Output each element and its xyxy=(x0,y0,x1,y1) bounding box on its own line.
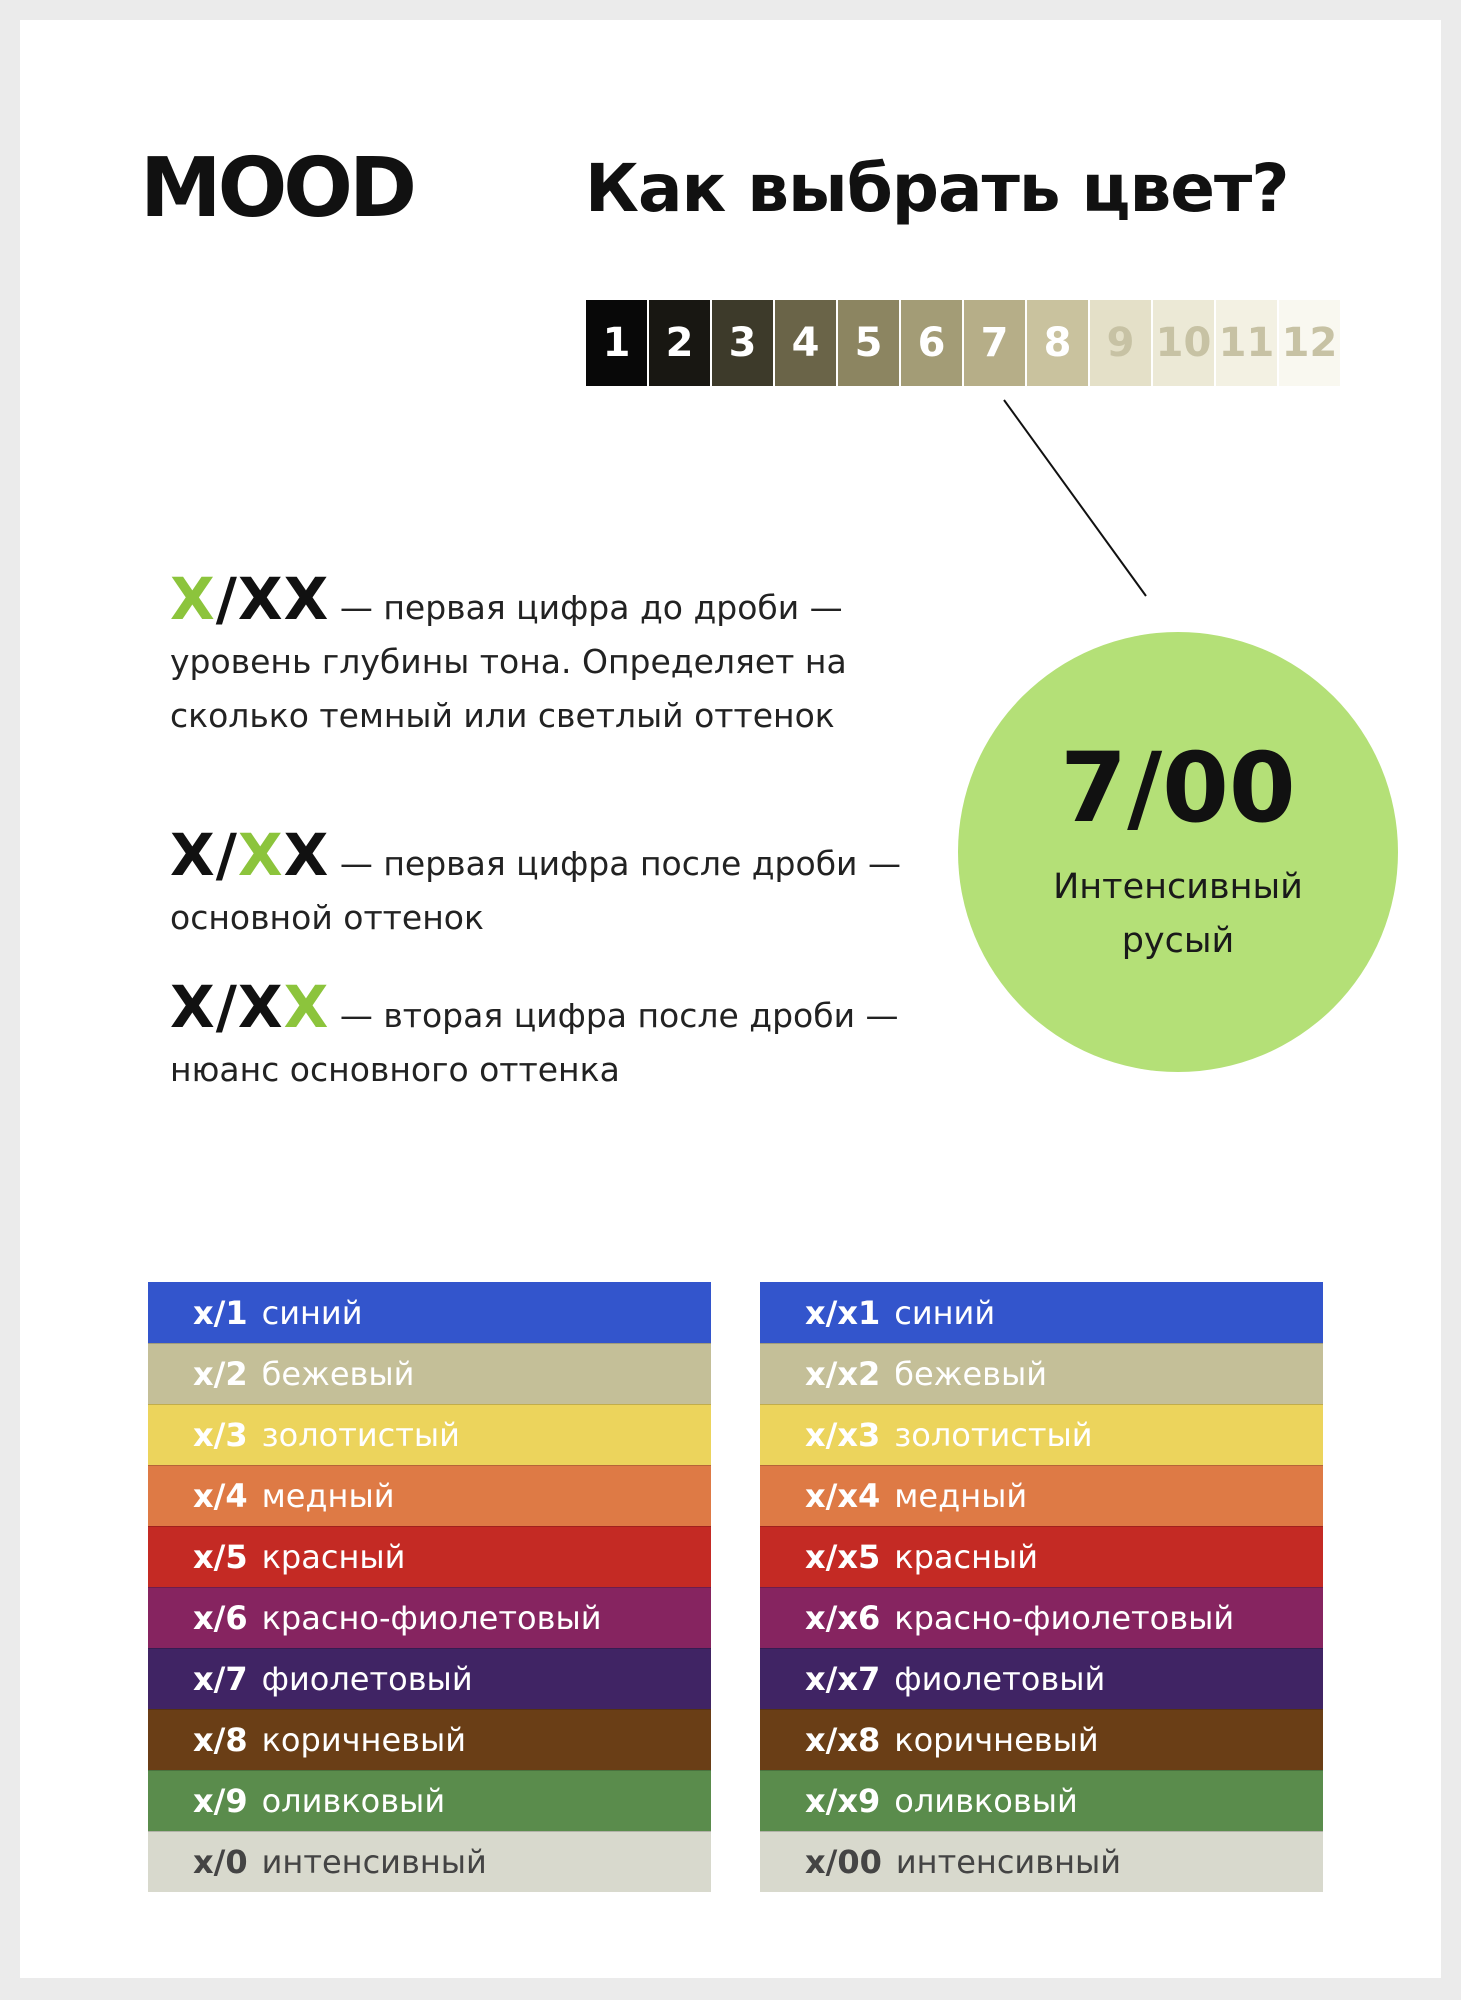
brand-logo: MOOD xyxy=(140,141,414,236)
example-badge xyxy=(958,632,1398,1072)
level-cell-8: 8 xyxy=(1027,300,1088,386)
shade-name: медный xyxy=(261,1477,395,1515)
shade-code: x/x2 xyxy=(805,1355,881,1393)
shade-code: x/x7 xyxy=(805,1660,881,1698)
shade-name: коричневый xyxy=(894,1721,1099,1759)
badge-code: 7/00 xyxy=(1060,732,1296,844)
table-row xyxy=(760,1770,1323,1831)
shade-code: x/7 xyxy=(193,1660,248,1698)
table-row xyxy=(760,1831,1323,1892)
shade-code: x/x4 xyxy=(805,1477,881,1515)
code-level: X/XX xyxy=(170,565,330,633)
shade-code: x/6 xyxy=(193,1599,248,1637)
tone-level-scale xyxy=(586,300,1342,386)
shade-name: медный xyxy=(894,1477,1028,1515)
shade-code: x/3 xyxy=(193,1416,248,1454)
table-row xyxy=(148,1404,711,1465)
shade-name: красно-фиолетовый xyxy=(894,1599,1235,1637)
shade-name: фиолетовый xyxy=(261,1660,473,1698)
shade-name: интенсивный xyxy=(261,1843,487,1881)
level-cell-1: 1 xyxy=(586,300,647,386)
table-row xyxy=(148,1343,711,1404)
code-nuance: X/XX xyxy=(170,973,330,1041)
shade-name: красный xyxy=(894,1538,1039,1576)
shade-code: x/8 xyxy=(193,1721,248,1759)
shade-code: x/x5 xyxy=(805,1538,881,1576)
badge-name: Интенсивный русый xyxy=(1053,867,1303,961)
level-cell-3: 3 xyxy=(712,300,773,386)
level-cell-6: 6 xyxy=(901,300,962,386)
shade-code: x/4 xyxy=(193,1477,248,1515)
table-row xyxy=(760,1282,1323,1343)
shade-name: оливковый xyxy=(261,1782,446,1820)
level-cell-4: 4 xyxy=(775,300,836,386)
main-shade-table xyxy=(148,1282,711,1892)
explain-main-shade xyxy=(170,821,910,945)
poster-sheet xyxy=(20,20,1441,1978)
table-row xyxy=(148,1709,711,1770)
shade-name: коричневый xyxy=(261,1721,467,1759)
shade-code: x/0 xyxy=(193,1843,248,1881)
table-row xyxy=(148,1526,711,1587)
table-row xyxy=(760,1465,1323,1526)
shade-name: красно-фиолетовый xyxy=(261,1599,602,1637)
pointer-line xyxy=(1000,396,1160,606)
shade-code: x/x8 xyxy=(805,1721,881,1759)
table-row xyxy=(760,1648,1323,1709)
shade-code: x/9 xyxy=(193,1782,248,1820)
level-cell-2: 2 xyxy=(649,300,710,386)
page-title: Как выбрать цвет? xyxy=(585,150,1289,227)
table-row xyxy=(148,1831,711,1892)
level-cell-7: 7 xyxy=(964,300,1025,386)
table-row xyxy=(760,1526,1323,1587)
shade-name: фиолетовый xyxy=(894,1660,1106,1698)
shade-code: x/2 xyxy=(193,1355,248,1393)
explain-level xyxy=(170,565,910,743)
level-cell-9: 9 xyxy=(1090,300,1151,386)
explain-main-shade-text: — первая цифра после дроби — основной оттенок xyxy=(170,844,901,937)
shade-code: x/1 xyxy=(193,1293,248,1332)
level-cell-5: 5 xyxy=(838,300,899,386)
explain-nuance-text: — вторая цифра после дроби — нюанс основного оттенка xyxy=(170,996,899,1089)
shade-code: x/00 xyxy=(805,1843,882,1881)
table-row xyxy=(148,1282,711,1343)
table-row xyxy=(760,1709,1323,1770)
shade-name: золотистый xyxy=(894,1416,1093,1454)
nuance-table xyxy=(760,1282,1323,1892)
explain-nuance xyxy=(170,973,910,1097)
explain-level-text: — первая цифра до дроби — уровень глубины тона. Определяет на сколько темный или светлый оттенок xyxy=(170,588,847,735)
table-row xyxy=(148,1770,711,1831)
level-cell-12: 12 xyxy=(1279,300,1340,386)
shade-code: x/x3 xyxy=(805,1416,881,1454)
level-cell-11: 11 xyxy=(1216,300,1277,386)
table-row xyxy=(760,1587,1323,1648)
shade-code: x/x9 xyxy=(805,1782,881,1820)
level-cell-10: 10 xyxy=(1153,300,1214,386)
table-row xyxy=(148,1465,711,1526)
shade-code: x/5 xyxy=(193,1538,248,1576)
shade-name: бежевый xyxy=(261,1355,415,1393)
table-row xyxy=(148,1587,711,1648)
shade-name: бежевый xyxy=(894,1355,1048,1393)
shade-code: x/x1 xyxy=(805,1293,881,1332)
table-row xyxy=(148,1648,711,1709)
shade-name: синий xyxy=(261,1293,363,1332)
shade-name: интенсивный xyxy=(895,1843,1122,1881)
table-row xyxy=(760,1343,1323,1404)
shade-name: золотистый xyxy=(261,1416,460,1454)
shade-name: синий xyxy=(894,1293,996,1332)
code-main-shade: X/XX xyxy=(170,821,330,889)
table-row xyxy=(760,1404,1323,1465)
shade-name: оливковый xyxy=(894,1782,1078,1820)
shade-name: красный xyxy=(261,1538,406,1576)
shade-code: x/x6 xyxy=(805,1599,881,1637)
